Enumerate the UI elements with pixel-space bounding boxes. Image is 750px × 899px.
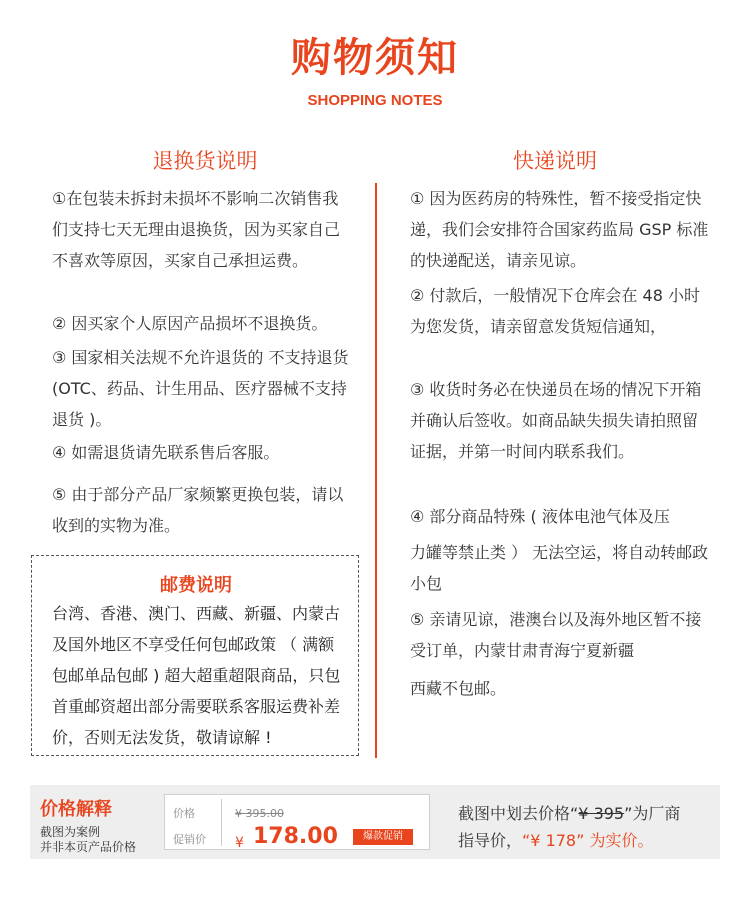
promo-price: 178.00 bbox=[253, 824, 338, 849]
expl-l2-actual: “¥ 178” 为实价。 bbox=[522, 831, 654, 850]
original-price: ¥ 395.00 bbox=[235, 807, 284, 820]
delivery-item-4: ④ 部分商品特殊 ( 液体电池气体及压 bbox=[410, 507, 670, 526]
returns-item-4: ④ 如需退货请先联系售后客服。 bbox=[52, 443, 280, 462]
delivery-item-3: ③ 收货时务必在快递员在场的情况下开箱并确认后签收。如商品缺失损失请拍照留证据，并第一时间内联系我们。 bbox=[410, 380, 702, 461]
expl-l2-a: 指导价， bbox=[458, 831, 523, 850]
delivery-item-5: ⑤ 亲请见谅，港澳台以及海外地区暂不接受订单，内蒙甘肃青海宁夏新疆 bbox=[410, 610, 702, 660]
price-note-line1: 截图为案例 bbox=[40, 825, 101, 839]
promo-price-label: 促销价 bbox=[173, 833, 206, 846]
returns-item-2: ② 因买家个人原因产品损坏不退换货。 bbox=[52, 314, 328, 333]
delivery-item-2: ② 付款后，一般情况下仓库会在 48 小时为您发货，请亲留意发货短信通知， bbox=[410, 286, 700, 336]
returns-item-3: ③ 国家相关法规不允许退货的 不支持退货 (OTC、药品、计生用品、医疗器械不支持退货 )。 bbox=[52, 348, 349, 429]
delivery-item-4-cont: 力罐等禁止类 ） 无法空运，将自动转邮政小包 bbox=[410, 543, 709, 593]
expl-l1-strike: ¥ 395 bbox=[578, 804, 625, 823]
page-subtitle: SHOPPING NOTES bbox=[307, 92, 443, 109]
price-explain-line1 bbox=[458, 801, 718, 824]
shipping-fee-heading: 邮费说明 bbox=[160, 575, 232, 596]
currency-symbol: ¥ bbox=[235, 835, 244, 851]
price-example-card bbox=[164, 794, 430, 850]
price-label: 价格 bbox=[173, 807, 195, 820]
returns-item-1: ①在包装未拆封未损坏不影响二次销售我们支持七天无理由退换货，因为买家自己不喜欢等原因，买家自己承担运费。 bbox=[52, 189, 341, 270]
price-note-line2: 并非本页产品价格 bbox=[40, 840, 137, 854]
price-explain-title: 价格解释 bbox=[40, 799, 112, 820]
delivery-item-5-cont: 西藏不包邮。 bbox=[410, 679, 507, 698]
delivery-item-1: ① 因为医药房的特殊性，暂不接受指定快递，我们会安排符合国家药监局 GSP 标准的快递配送，请亲见谅。 bbox=[410, 189, 709, 270]
shipping-fee-box bbox=[31, 555, 359, 756]
price-explain-line2 bbox=[458, 828, 718, 851]
expl-l1-c: ”为厂商 bbox=[624, 804, 681, 823]
price-card-separator bbox=[221, 799, 222, 846]
shipping-fee-text: 台湾、香港、澳门、西藏、新疆、内蒙古及国外地区不享受任何包邮政策 （ 满额包邮单品包邮 ) 超大超重超限商品，只包首重邮资超出部分需要联系客服运费补差价，否则无法发货，敬请谅解 ! bbox=[52, 604, 341, 747]
returns-item-5: ⑤ 由于部分产品厂家频繁更换包装，请以收到的实物为准。 bbox=[52, 485, 344, 535]
column-divider bbox=[375, 183, 377, 758]
delivery-heading: 快递说明 bbox=[513, 149, 597, 173]
returns-heading: 退换货说明 bbox=[152, 149, 258, 173]
expl-l1-a: 截图中划去价格“ bbox=[458, 804, 579, 823]
promo-badge: 爆款促销 bbox=[353, 829, 413, 845]
page-title: 购物须知 bbox=[291, 35, 459, 81]
price-explain-bar bbox=[30, 785, 720, 859]
